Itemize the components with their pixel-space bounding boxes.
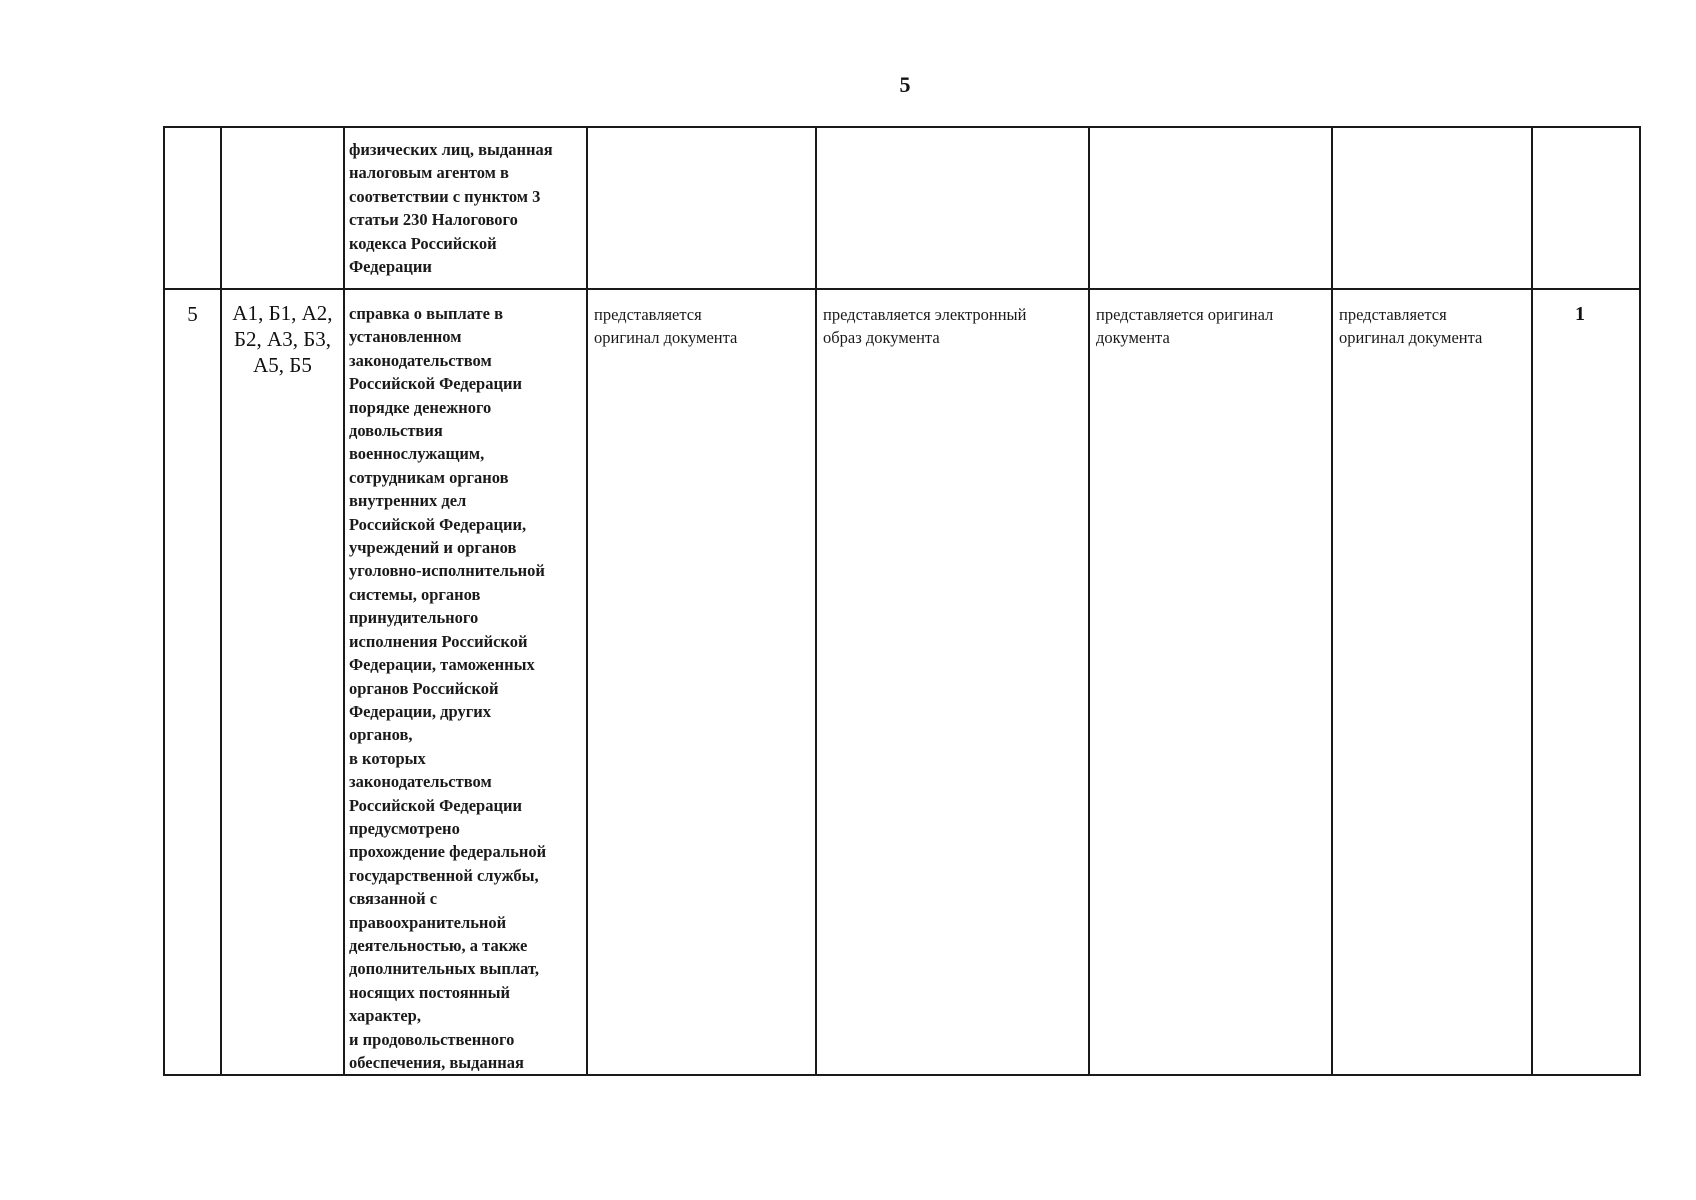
table-row-continuation [164, 127, 1640, 289]
cell-applicant-codes: А1, Б1, А2, Б2, А3, Б3, А5, Б5 [221, 289, 344, 1075]
cell-column-8: 1 [1532, 289, 1640, 1075]
document-table [163, 126, 1641, 1076]
cell-column-5 [816, 127, 1089, 289]
cell-column-6 [1089, 127, 1332, 289]
cell-applicant-codes [221, 127, 344, 289]
cell-number [164, 127, 221, 289]
cell-column-7 [1332, 127, 1532, 289]
cell-column-4 [587, 127, 816, 289]
cell-column-8 [1532, 127, 1640, 289]
cell-number: 5 [164, 289, 221, 1075]
cell-document-name: физических лиц, выданная налоговым агентом в соответствии с пунктом 3 статьи 230 Налогового кодекса Российской Федерации [344, 127, 587, 289]
cell-column-4: представляется оригинал документа [587, 289, 816, 1075]
cell-column-7: представляется оригинал документа [1332, 289, 1532, 1075]
cell-document-name: справка о выплате в установленном законодательством Российской Федерации порядке денежного довольствия военнослужащим, сотрудникам органов внутренних дел Российской Федерации, учреждений и органов уголовно-исполнительной системы, органов принудительного исполнения Российской Федерации, таможенных органов Российской Федерации, других органов, в которых законодательством Российской Федерации предусмотрено прохождение федеральной государственной службы, связанной с правоохранительной деятельностью, а также дополнительных выплат, носящих постоянный характер, и продовольственного обеспечения, выданная [344, 289, 587, 1075]
cell-column-6: представляется оригинал документа [1089, 289, 1332, 1075]
cell-column-5: представляется электронный образ документа [816, 289, 1089, 1075]
page-number: 5 [899, 72, 911, 97]
table-row [164, 289, 1640, 1075]
